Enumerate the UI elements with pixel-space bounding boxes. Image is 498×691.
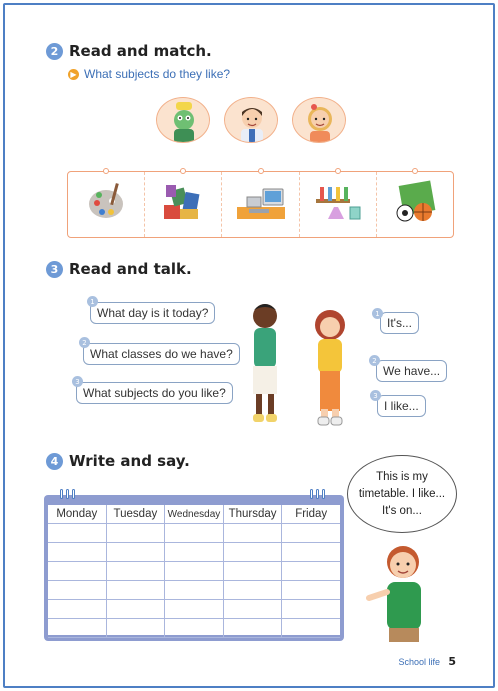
timetable-cell[interactable] xyxy=(282,619,340,638)
binder-ring xyxy=(60,489,63,499)
avatar-robot xyxy=(156,97,210,143)
match-cell-computer[interactable] xyxy=(222,172,299,237)
chapter-label: School life xyxy=(398,657,440,667)
answer-number-1: 1 xyxy=(372,308,383,319)
timetable xyxy=(44,495,344,641)
timetable-cell[interactable] xyxy=(48,600,107,619)
timetable-cell[interactable] xyxy=(282,562,340,581)
match-cell-pe[interactable] xyxy=(377,172,453,237)
timetable-cell[interactable] xyxy=(282,524,340,543)
avatar-girl xyxy=(292,97,346,143)
speech-line-1: This is my xyxy=(376,470,428,483)
question-bubble-1 xyxy=(90,302,215,324)
timetable-row xyxy=(48,524,340,543)
day-thursday: Thursday xyxy=(224,505,283,524)
subject-match-strip xyxy=(67,171,454,238)
answer-number-2: 2 xyxy=(369,355,380,366)
timetable-row xyxy=(48,600,340,619)
section2-heading xyxy=(46,42,212,60)
timetable-row xyxy=(48,619,340,638)
answer-text-1: It's... xyxy=(387,316,412,330)
timetable-cell[interactable] xyxy=(48,581,107,600)
day-friday: Friday xyxy=(282,505,340,524)
match-dot[interactable] xyxy=(335,168,341,174)
timetable-cell[interactable] xyxy=(165,562,224,581)
binder-ring xyxy=(66,489,69,499)
timetable-cell[interactable] xyxy=(48,619,107,638)
timetable-header-row xyxy=(48,505,340,524)
speech-line-3: It's on... xyxy=(382,504,422,517)
day-tuesday: Tuesday xyxy=(107,505,166,524)
day-wednesday: Wednesday xyxy=(165,505,224,524)
match-dot[interactable] xyxy=(180,168,186,174)
section4-heading xyxy=(46,452,190,470)
timetable-cell[interactable] xyxy=(48,524,107,543)
palette-icon xyxy=(83,179,129,230)
section4-title: Write and say. xyxy=(69,452,190,470)
binder-ring xyxy=(72,489,75,499)
timetable-cell[interactable] xyxy=(282,581,340,600)
match-dot[interactable] xyxy=(258,168,264,174)
section2-title: Read and match. xyxy=(69,42,212,60)
match-cell-science[interactable] xyxy=(300,172,377,237)
avatar-boy xyxy=(224,97,278,143)
timetable-cell[interactable] xyxy=(107,562,166,581)
timetable-row xyxy=(48,543,340,562)
question-text-1: What day is it today? xyxy=(97,306,209,320)
speech-line-2: timetable. I like... xyxy=(358,487,446,500)
timetable-cell[interactable] xyxy=(165,600,224,619)
question-text-3: What subjects do you like? xyxy=(83,386,226,400)
question-bubble-2 xyxy=(83,343,240,365)
timetable-cell[interactable] xyxy=(224,619,283,638)
match-dot[interactable] xyxy=(103,168,109,174)
binder-ring xyxy=(316,489,319,499)
sports-balls-icon xyxy=(387,179,443,230)
computer-icon xyxy=(233,179,289,230)
question-number-3: 3 xyxy=(72,376,83,387)
timetable-cell[interactable] xyxy=(224,543,283,562)
timetable-cell[interactable] xyxy=(107,581,166,600)
answer-bubble-3 xyxy=(377,395,426,417)
timetable-cell[interactable] xyxy=(282,600,340,619)
section3-number: 3 xyxy=(46,261,63,278)
timetable-cell[interactable] xyxy=(224,581,283,600)
timetable-grid xyxy=(48,505,340,635)
binder-ring xyxy=(322,489,325,499)
thought-bubble xyxy=(347,455,457,533)
timetable-cell[interactable] xyxy=(165,524,224,543)
section2-subquestion xyxy=(68,67,230,81)
answer-text-2: We have... xyxy=(383,364,441,378)
question-number-2: 2 xyxy=(79,337,90,348)
timetable-cell[interactable] xyxy=(165,619,224,638)
timetable-cell[interactable] xyxy=(224,524,283,543)
section2-question: What subjects do they like? xyxy=(84,67,231,81)
day-monday: Monday xyxy=(48,505,107,524)
question-number-1: 1 xyxy=(87,296,98,307)
match-cell-books[interactable] xyxy=(145,172,222,237)
science-lab-icon xyxy=(310,179,366,230)
arrow-icon: ▶ xyxy=(68,69,79,80)
timetable-cell[interactable] xyxy=(224,562,283,581)
binder-ring xyxy=(310,489,313,499)
timetable-cell[interactable] xyxy=(107,619,166,638)
timetable-cell[interactable] xyxy=(165,543,224,562)
answer-bubble-1 xyxy=(380,312,419,334)
question-text-2: What classes do we have? xyxy=(90,347,233,361)
timetable-cell[interactable] xyxy=(48,562,107,581)
match-cell-art[interactable] xyxy=(68,172,145,237)
timetable-cell[interactable] xyxy=(107,600,166,619)
answer-number-3: 3 xyxy=(370,390,381,401)
boy-figure xyxy=(245,300,285,431)
timetable-cell[interactable] xyxy=(165,581,224,600)
timetable-row xyxy=(48,562,340,581)
question-bubble-3 xyxy=(76,382,233,404)
section3-heading xyxy=(46,260,192,278)
page-number: 5 xyxy=(448,655,456,668)
answer-bubble-2 xyxy=(376,360,447,382)
answer-text-3: I like... xyxy=(384,399,419,413)
timetable-row xyxy=(48,581,340,600)
books-icon xyxy=(158,179,208,230)
section4-number: 4 xyxy=(46,453,63,470)
timetable-cell[interactable] xyxy=(282,543,340,562)
boy-presenter xyxy=(365,540,437,649)
girl-figure xyxy=(306,305,352,432)
timetable-cell[interactable] xyxy=(48,543,107,562)
timetable-cell[interactable] xyxy=(107,543,166,562)
section3-title: Read and talk. xyxy=(69,260,192,278)
match-dot[interactable] xyxy=(412,168,418,174)
timetable-cell[interactable] xyxy=(107,524,166,543)
timetable-cell[interactable] xyxy=(224,600,283,619)
section2-number: 2 xyxy=(46,43,63,60)
